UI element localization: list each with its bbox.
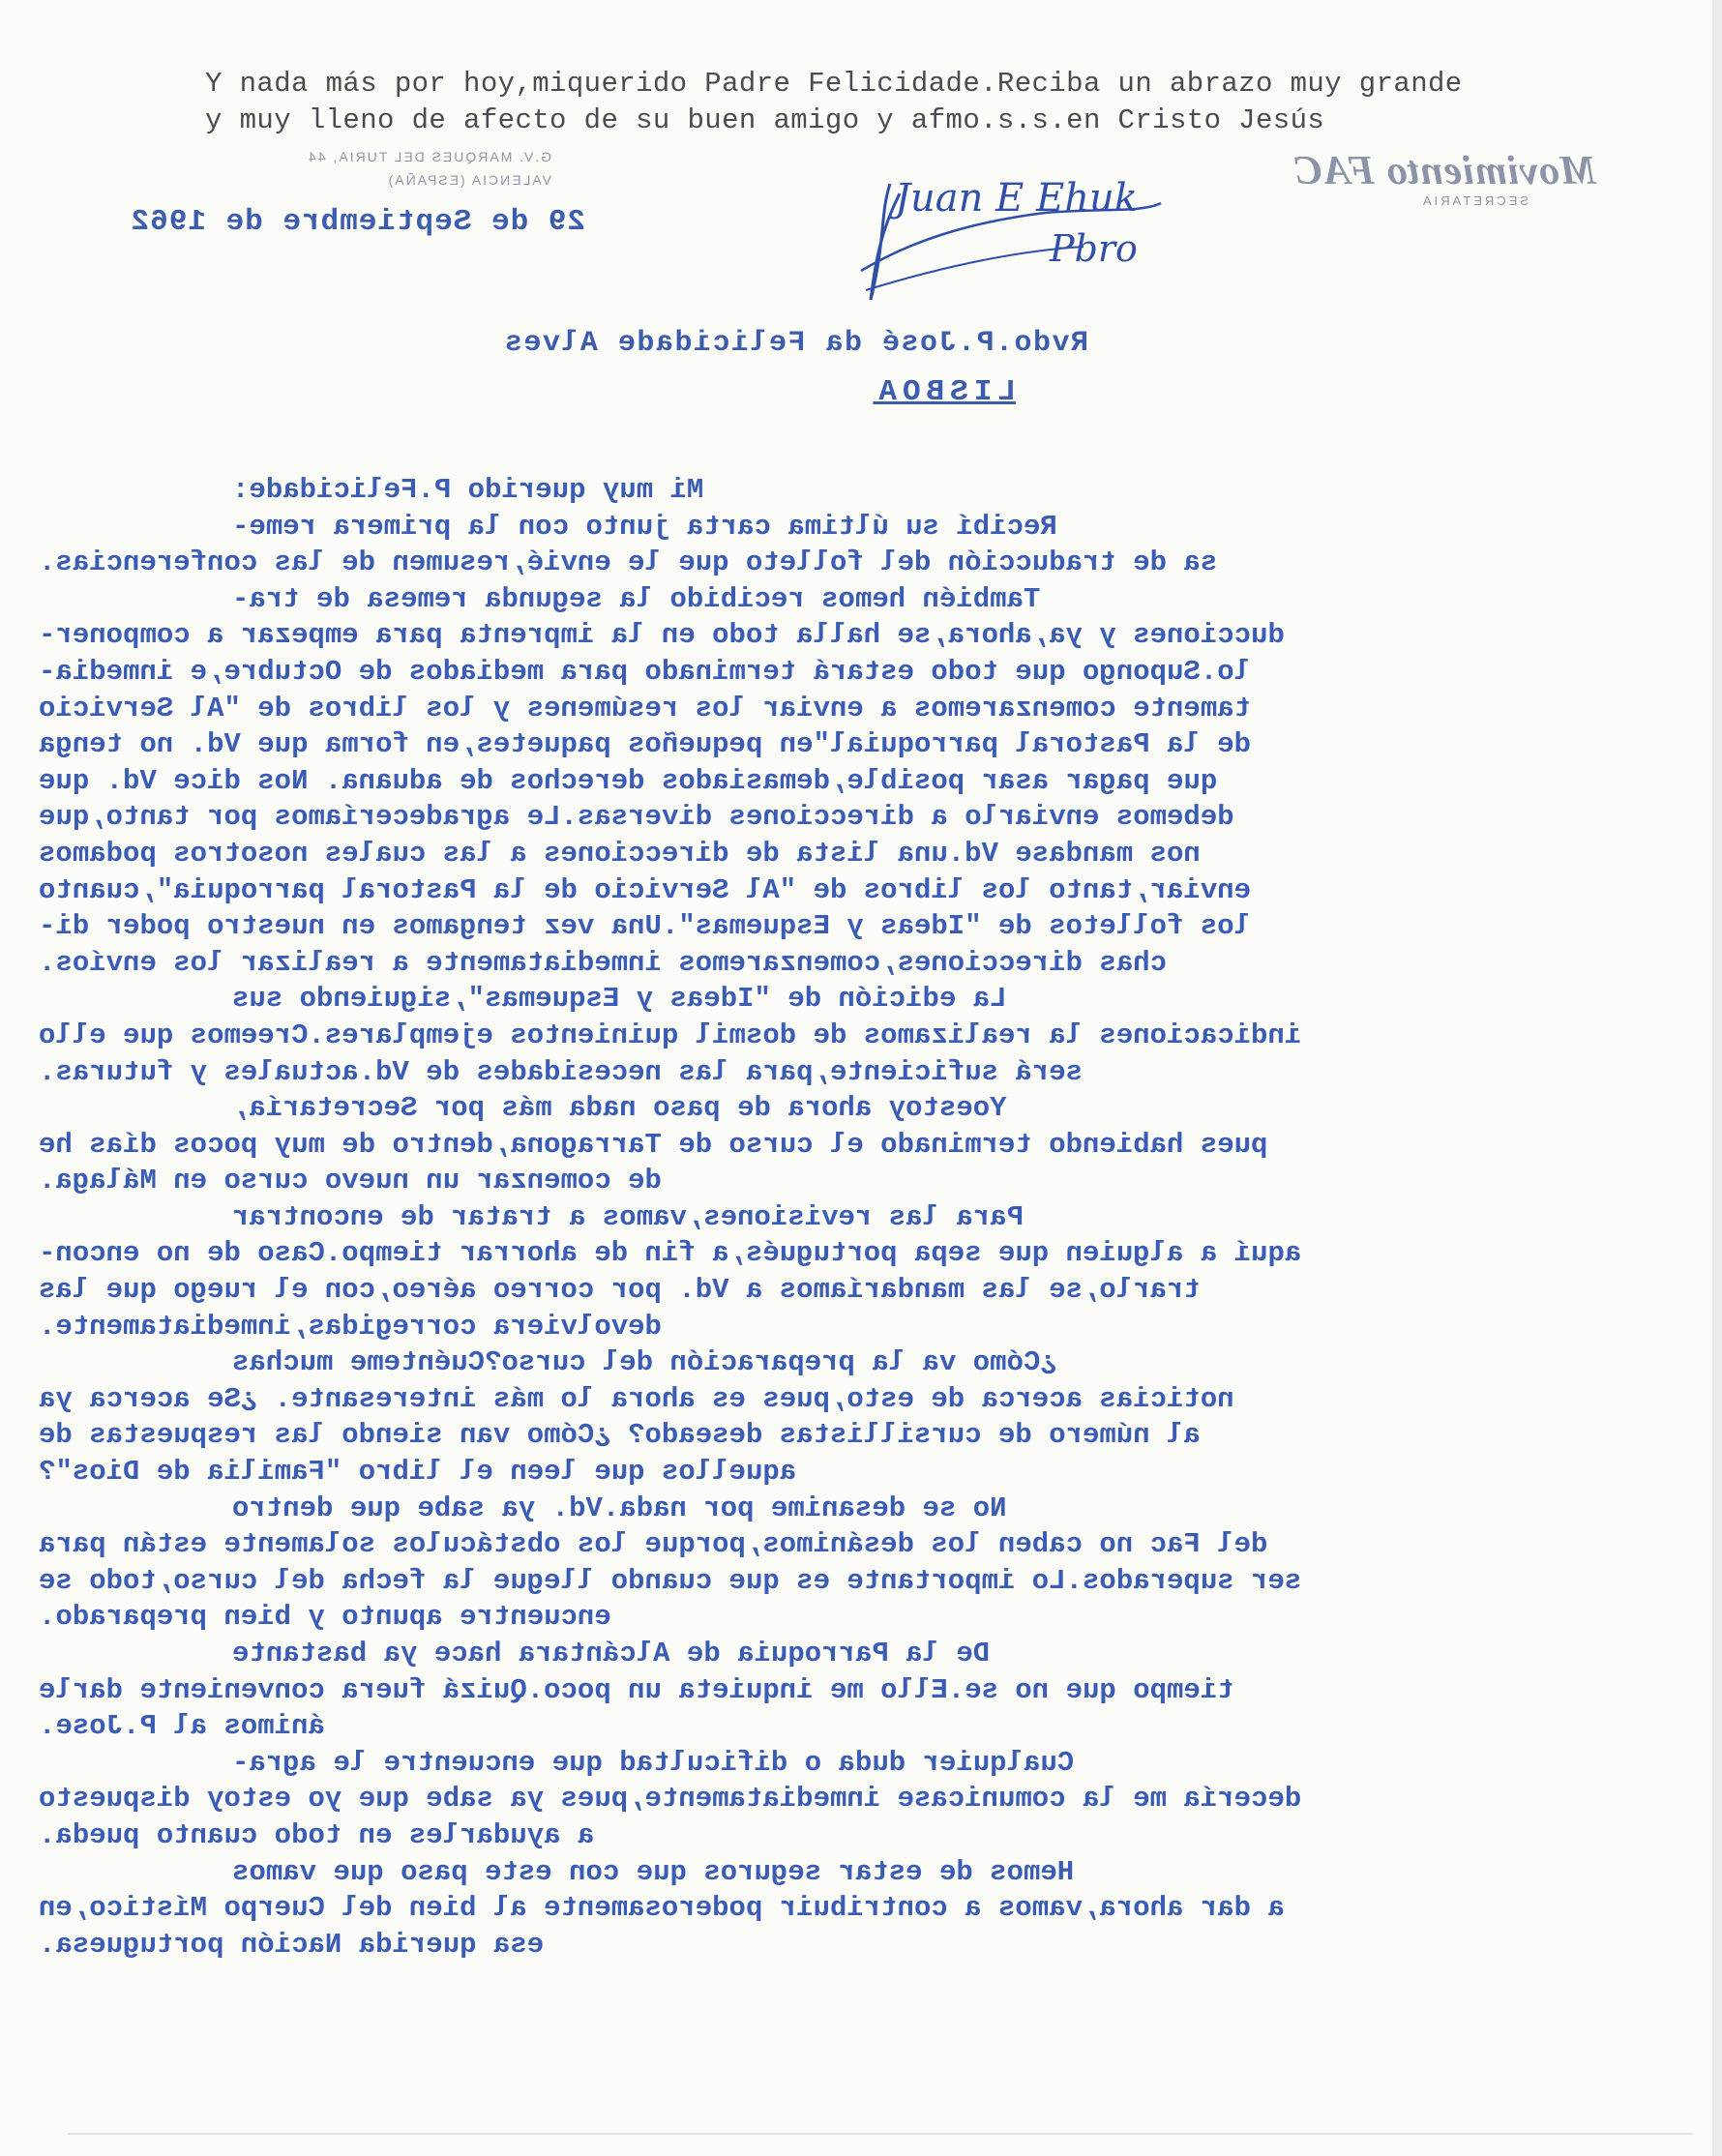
closing-line-1: Y nada más por hoy,miquerido Padre Felicidade.Reciba un abrazo muy grande	[205, 68, 1463, 100]
recipient-city: LISBOA	[873, 375, 1016, 409]
body-line: También hemos recibido la segunda remesa de tra-	[232, 582, 1041, 615]
body-line: Para las revisiones,vamos a tratar de encontrar	[232, 1200, 1024, 1233]
letter-body	[39, 472, 1548, 1963]
body-line: nos mandase Vd.una lista de direcciones a las cuales nosotros podamos	[39, 837, 1201, 870]
body-line: De la Parroquia de Alcántara hace ya bastante	[232, 1638, 991, 1669]
body-line: Hemos de estar seguros que con este paso que vamos	[232, 1855, 1075, 1888]
body-line: chas direcciones,comenzaremos inmediatamente a realizar los envíos.	[39, 946, 1167, 979]
closing-lines	[205, 66, 1676, 139]
body-line: los folletos de "Ideas y Esquemas".Una vez tengamos en nuestro poder di-	[39, 910, 1252, 943]
body-line: Recibí su última carta junto con la primera reme-	[232, 510, 1057, 543]
letter-date: 29 de Septiembre de 1962	[130, 205, 585, 239]
body-line: La edición de "Ideas y Esquemas",siguiendo sus	[232, 983, 1007, 1016]
body-line: será suficiente,para las necesidades de Vd.actuales y futuras.	[39, 1055, 1083, 1088]
body-line: de la Pastoral parroquial"en pequeños paquetes,en forma que Vd. no tenga	[39, 728, 1252, 761]
body-line: devolviera corregidas,inmediatamente.	[39, 1310, 662, 1343]
signature-suffix: Pbro	[1050, 227, 1138, 270]
body-line: que pagar asar posible,demasiados derechos de aduana. Nos dice Vd. que	[39, 764, 1218, 797]
body-line: noticias acerca de esto,pues es ahora lo más interesante. ¿Se acerca ya	[39, 1382, 1234, 1415]
body-line: de comenzar un nuevo curso en Málaga.	[39, 1165, 662, 1197]
signature-name: Juan E Ehuk	[895, 176, 1138, 221]
body-line: Yoestoy ahora de paso nada más por Secretaría,	[232, 1092, 1007, 1125]
body-line: ánimos al P.Jose.	[39, 1710, 325, 1743]
closing-line-2: y muy lleno de afecto de su buen amigo y afmo.s.s.en Cristo Jesús	[205, 104, 1325, 136]
body-line: Cualquier duda o dificultad que encuentre le agra-	[232, 1746, 1075, 1779]
body-line: enviar,tanto los libros de "Al Servicio de la Pastoral parroquia",cuanto	[39, 873, 1252, 906]
letterhead-address-line-2: VALENCIA (ESPAÑA)	[386, 172, 551, 188]
body-line: ¿Cómo va la preparación del curso?Cuénteme muchas	[232, 1346, 1057, 1379]
body-line: ducciones y ya,ahora,se halla todo en la imprenta para empezar a componer-	[39, 619, 1285, 652]
signature-scribble	[851, 155, 1180, 319]
body-line: indicaciones la realizamos de dosmil quinientos ejemplares.Creemos que ello	[39, 1019, 1302, 1051]
body-line: esa querida Nación portuguesa.	[39, 1928, 545, 1961]
letterhead-address-line-1: G.V. MARQUES DEL TURIA, 44	[307, 149, 551, 164]
recipient-name: Rvdo.P.José da Felicidade Alves	[503, 327, 1088, 360]
letterhead-organization	[1209, 149, 1596, 217]
body-line: del Fac no caben los desánimos,porque los obstáculos solamente están para	[39, 1528, 1268, 1561]
organization-name: Movimiento FAC	[1293, 149, 1596, 193]
body-line: lo.Supongo que todo estará terminado para mediados de Octubre,e inmedia-	[39, 655, 1252, 688]
body-line: Mi muy querido P.Felicidade:	[232, 474, 704, 506]
body-line: pues habiendo terminado el curso de Tarragona,dentro de muy pocos días he	[39, 1128, 1268, 1161]
body-line: a dar ahora,vamos a contribuir poderosamente al bien del Cuerpo Místico,en	[39, 1892, 1285, 1925]
body-line: debemos enviarlo a direcciones diversas.Le agradeceríamos por tanto,que	[39, 801, 1234, 834]
body-line: encuentre apunto y bien preparado.	[39, 1601, 611, 1634]
letterhead-address	[145, 145, 551, 203]
body-line: aquellos que leen el libro "Familia de Dios"?	[39, 1456, 797, 1489]
body-line: tiempo que no se.Ello me inquieta un poco.Quizá fuera conveniente darle	[39, 1673, 1234, 1706]
body-line: No se desanime por nada.Vd. ya sabe que dentro	[232, 1491, 1007, 1524]
body-line: aquí a alguien que sepa portugués,a fin de ahorrar tiempo.Caso de no encon-	[39, 1237, 1302, 1270]
body-line: tamente comenzaremos a enviar los resúmenes y los libros de "Al Servicio	[39, 692, 1252, 724]
organization-department: SECRETARIA	[1419, 193, 1529, 208]
body-line: decería me la comunicase inmediatamente,pues ya sabe que yo estoy dispuesto	[39, 1783, 1302, 1816]
body-line: ser superados.Lo importante es que cuando llegue la fecha del curso,todo se	[39, 1564, 1302, 1597]
body-line: sa de traducción del folleto que le envié,resumen de las conferencias.	[39, 546, 1218, 579]
page-edge-line	[68, 2133, 1693, 2135]
body-line: al número de cursillistas deseado? ¿Cómo van siendo las respuestas de	[39, 1419, 1201, 1452]
body-line: a ayudarles en todo cuanto pueda.	[39, 1818, 595, 1851]
body-line: trarlo,se las mandaríamos a Vd. por correo aéreo,con el ruego que las	[39, 1274, 1201, 1307]
